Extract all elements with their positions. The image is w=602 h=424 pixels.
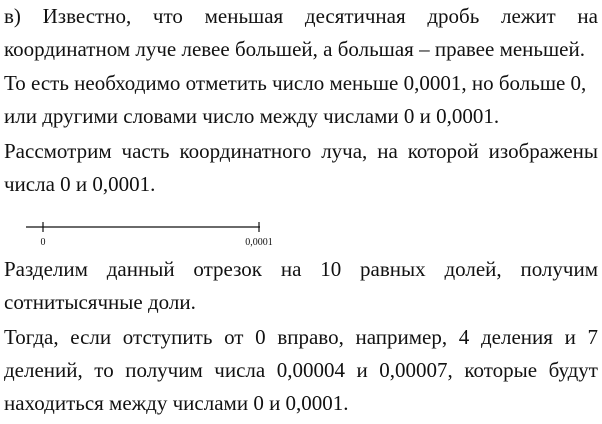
tick-label-start: 0 <box>40 237 46 248</box>
text-line: числа 0 и 0,0001. <box>4 172 156 196</box>
text-line: или другими словами число между числами 0 и 0,0001. <box>4 104 500 128</box>
paragraph-known-fact <box>4 0 598 66</box>
text-line: делений, то получим числа 0,00004 и 0,00007, которые будут <box>4 358 598 382</box>
text-line: Тогда, если отступить от 0 вправо, например, 4 деления и 7 <box>4 325 598 349</box>
number-line-figure <box>4 201 598 253</box>
tick-label-end: 0,0001 <box>245 237 273 248</box>
text-line: сотнитысячные доли. <box>4 290 196 314</box>
number-line <box>26 215 273 249</box>
paragraph-consider-ray <box>4 135 598 201</box>
text-line: Рассмотрим часть координатного луча, на которой изображены <box>4 139 598 163</box>
paragraph-need-to-mark <box>4 67 598 133</box>
text-line: координатном луче левее большей, а большая – правее меньшей. <box>4 37 585 61</box>
text-line: То есть необходимо отметить число меньше 0,0001, но больше 0, <box>4 71 587 95</box>
text-line: в) Известно, что меньшая десятичная дробь лежит на <box>4 4 598 28</box>
document-body <box>4 0 598 420</box>
paragraph-example-values <box>4 321 598 420</box>
text-line: Разделим данный отрезок на 10 равных долей, получим <box>4 257 598 281</box>
paragraph-divide-segment <box>4 253 598 319</box>
text-line: находиться между числами 0 и 0,0001. <box>4 391 349 415</box>
